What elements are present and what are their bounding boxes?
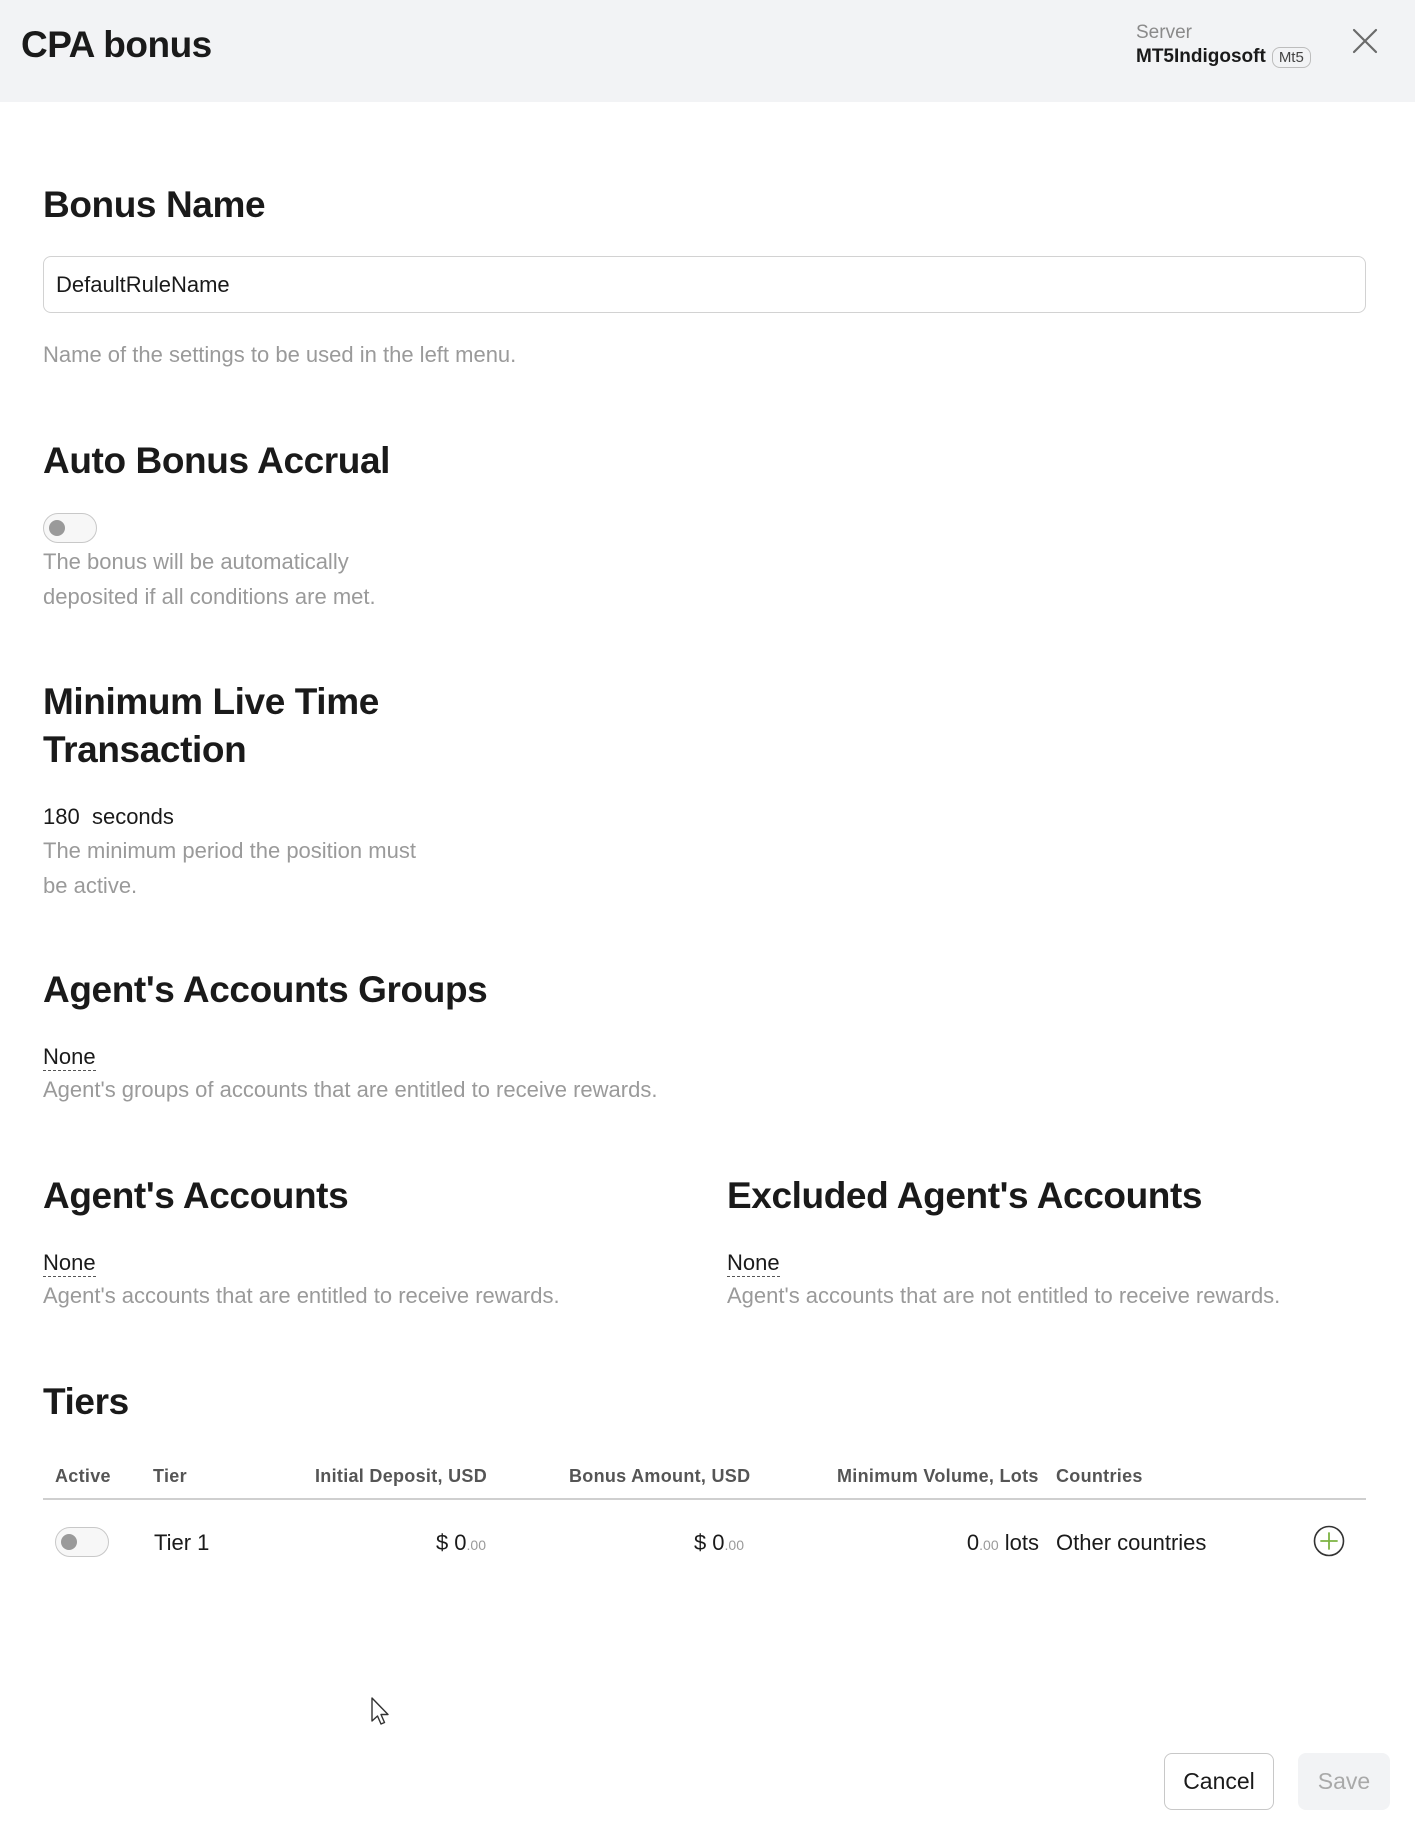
add-tier-icon[interactable]: [1313, 1525, 1345, 1557]
tier-initial-deposit[interactable]: $ 0.00: [435, 1530, 486, 1555]
agent-groups-heading: Agent's Accounts Groups: [43, 969, 488, 1010]
tier-name: Tier 1: [154, 1530, 210, 1555]
excluded-accounts-hint: Agent's accounts that are not entitled to receive rewards.: [727, 1283, 1281, 1308]
min-live-time-value[interactable]: [43, 804, 174, 830]
auto-accrual-hint-line1: The bonus will be automatically: [43, 549, 349, 574]
col-bonus-amount: Bonus Amount, USD: [569, 1466, 751, 1486]
min-live-time-hint-line1: The minimum period the position must: [43, 838, 416, 863]
col-active: Active: [55, 1466, 111, 1486]
agent-accounts-hint: Agent's accounts that are entitled to receive rewards.: [43, 1283, 560, 1308]
col-initial-deposit: Initial Deposit, USD: [315, 1466, 488, 1486]
agent-accounts-select[interactable]: [43, 1250, 96, 1276]
auto-accrual-heading: Auto Bonus Accrual: [43, 440, 391, 481]
min-live-time-hint-line2: be active.: [43, 873, 138, 898]
col-min-volume: Minimum Volume, Lots: [837, 1466, 1039, 1486]
save-button[interactable]: Save: [1298, 1753, 1390, 1810]
agent-accounts-value[interactable]: None: [43, 1250, 96, 1275]
agent-groups-hint: Agent's groups of accounts that are entitled to receive rewards.: [43, 1077, 658, 1102]
agent-groups-select[interactable]: [43, 1044, 96, 1070]
min-live-time-heading-line1: Minimum Live Time: [43, 681, 379, 722]
server-value: MT5Indigosoft: [1136, 46, 1266, 67]
modal-header: [0, 0, 1415, 102]
bonus-name-input[interactable]: [43, 256, 1366, 313]
server-label: Server: [1136, 22, 1192, 43]
excluded-accounts-heading: Excluded Agent's Accounts: [727, 1175, 1203, 1216]
excluded-accounts-select[interactable]: [727, 1250, 780, 1276]
modal-title: CPA bonus: [21, 24, 212, 65]
mouse-cursor-icon: [370, 1697, 392, 1727]
tier-active-toggle[interactable]: [55, 1527, 109, 1557]
bonus-name-hint: Name of the settings to be used in the left menu.: [43, 342, 517, 367]
min-live-time-heading-line2: Transaction: [43, 729, 247, 770]
toggle-knob: [49, 520, 65, 536]
min-live-time-number: 180: [43, 804, 80, 829]
tier-countries[interactable]: Other countries: [1056, 1530, 1207, 1555]
server-info: [1136, 22, 1311, 68]
excluded-accounts-value[interactable]: None: [727, 1250, 780, 1275]
agent-groups-value[interactable]: None: [43, 1044, 96, 1069]
auto-accrual-toggle[interactable]: [43, 513, 97, 543]
tiers-table-header: [43, 1462, 1366, 1500]
auto-accrual-hint-line2: deposited if all conditions are met.: [43, 584, 376, 609]
col-tier: Tier: [153, 1466, 187, 1486]
cancel-button[interactable]: Cancel: [1164, 1753, 1274, 1810]
agent-accounts-heading: Agent's Accounts: [43, 1175, 349, 1216]
tier-bonus-amount[interactable]: $ 0.00: [693, 1530, 744, 1555]
min-live-time-unit: seconds: [91, 804, 174, 829]
close-icon[interactable]: [1350, 26, 1380, 56]
bonus-name-heading: Bonus Name: [43, 184, 266, 225]
tiers-heading: Tiers: [43, 1381, 129, 1422]
col-countries: Countries: [1056, 1466, 1143, 1486]
toggle-knob: [61, 1534, 77, 1550]
server-badge: Mt5: [1272, 47, 1311, 68]
tier-min-volume[interactable]: 0.00 lots: [966, 1530, 1039, 1555]
